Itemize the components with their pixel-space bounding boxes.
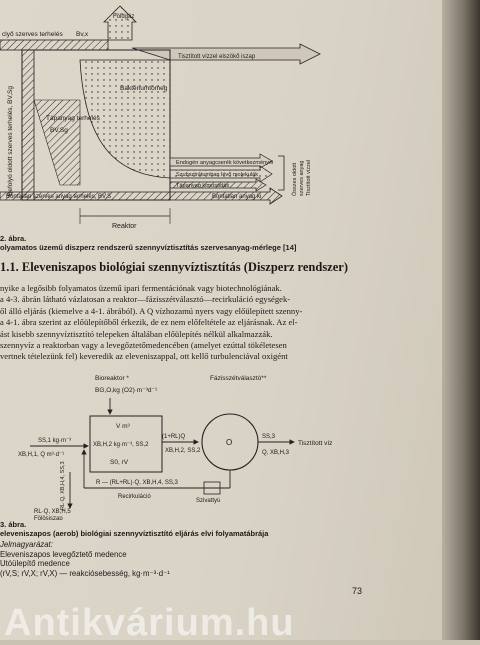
legend-title: Jelmagyarázat:	[0, 540, 53, 549]
paragraph-line: ől álló eljárás (kiemelve a 4-1. ábrából). A Q vízhozamú nyers vagy előülepített szenny-	[0, 305, 303, 316]
fig1-caption-text: olyamatos üzemű diszperz rendszerű szennyvíztisztítás szervesanyag-mérlege [14]	[0, 243, 297, 252]
label-recirc-eq: R — (RL+RL)·Q, XB,H,4, SS,3	[96, 480, 178, 486]
label-right-vertical-2: szerves anyag	[299, 160, 305, 196]
paragraph-line: a 4-1. ábra szerint az előülepítőből érkezik, de ez nem előfeltétele az eljárásnak. Az el-	[0, 317, 298, 328]
label-clarifier: O	[226, 438, 233, 447]
paragraph-line: a 4-3. ábrán látható vázlatosan a reaktor—fázisszétválasztó—recirkuláció egységek-	[0, 294, 291, 305]
fig2-caption-text: eleveniszapos (aerob) biológiai szennyvíztisztító eljárás elvi folyamatábrája	[0, 529, 269, 538]
paragraph-line: vertnek tételezünk fel) keveredik az eleveniszappal, ott kellő turbulenciával oxigént	[0, 351, 288, 362]
label-top-inflow: clyő szerves terhelés	[2, 31, 63, 38]
label-right-vertical-3: Tisztított vízzel	[306, 159, 312, 196]
label-out-flow: Q, XB,H,3	[262, 450, 290, 456]
section-heading: 1.1. Eleveniszapos biológiai szennyvíztisztítás (Diszperz rendszer)	[0, 260, 348, 274]
label-fazis: Fázisszétválasztó**	[210, 375, 267, 382]
substrate-band	[22, 50, 34, 200]
label-tapanyag: Tápanyag terhelés	[46, 115, 100, 122]
label-mid-flow: (1+RL)Q	[162, 434, 186, 440]
label-bontatlan-in: Bontatlan szerves anyag terhelés, BV,S	[6, 194, 112, 200]
watermark: Antikvárium.hu	[4, 602, 295, 644]
label-left-axis: Befolyó oldott szerves terhelés, BV,Sg	[7, 86, 14, 196]
nutrient-block	[34, 100, 80, 185]
label-pump: Szivattyú	[196, 498, 221, 504]
label-tapanyag-sym: BV,Sg	[50, 127, 68, 134]
legend-item: Eleveniszapos levegőztető medence	[0, 549, 127, 559]
label-bioreaktor: Bioreaktor *	[95, 375, 129, 382]
body-paragraph	[0, 283, 302, 363]
label-in-conc: SS,1 kg·m⁻³	[38, 438, 72, 444]
label-right-vertical-1: Összes oldott	[292, 162, 298, 196]
gas-arrow	[104, 6, 136, 40]
fig2-caption-number: 3. ábra.	[0, 520, 27, 529]
label-vol: V m³	[116, 423, 130, 430]
label-box-x: XB,H,2 kg·m⁻³, SS,2	[93, 442, 149, 448]
label-recirc: Recirkuláció	[118, 494, 151, 500]
label-waste: Fölösiszap	[34, 516, 63, 520]
legend-item: Utóülepítő medence	[0, 559, 70, 569]
label-out: Tisztított víz	[298, 440, 333, 447]
label-waste-sym: RL·Q, XB,H,5	[34, 509, 71, 515]
fig2-legend	[0, 540, 170, 578]
inflow-top-band	[0, 40, 108, 50]
right-bracket	[278, 156, 284, 190]
label-szubsztrat: Szubsztrátumban lévő molekulák	[176, 172, 259, 178]
label-tisztitott: Tisztított vízzel elszökő iszap	[178, 54, 256, 60]
label-mid-flow2: XB,H,2, SS,2	[165, 448, 201, 454]
label-in-flow: XB,H,1, Q m³·d⁻¹	[18, 452, 65, 458]
label-box-s: S0, rV	[110, 459, 129, 466]
legend-item: (rV,S; rV,X; rV,X) — reakciósebesség, kg·m⁻³·d⁻¹	[0, 568, 170, 578]
paragraph-line: ást kisebb szennyvíztisztító telepeken általában előülepítés nélkül alkalmazzák.	[0, 328, 273, 339]
paragraph-line: nyike a legősibb folyamatos üzemű ipari fermentációnak vagy biotechnológiának.	[0, 283, 282, 293]
label-bontatlan-out: Bontatlan anyag ki	[212, 194, 262, 200]
label-reaktor: Reaktor	[112, 223, 137, 230]
label-bioreaktor-rate: BG,O,kg (O2)·m⁻³d⁻¹	[95, 387, 158, 394]
label-waste-vert: RL·Q, XB,H,4, SS,3	[60, 461, 66, 510]
paragraph-line: szennyvíz a reaktorban vagy a levegőztetőmedencében (amelyet ezúttal tökéletesen	[0, 340, 287, 351]
page-number: 73	[352, 586, 363, 596]
label-endogen: Endogén anyagcserék következményei	[176, 160, 274, 166]
label-bakterium: Baktériumtömeg	[120, 85, 168, 92]
label-out-conc: SS,3	[262, 434, 276, 440]
label-top-flow: Bv,x	[76, 31, 89, 38]
figure-mass-balance	[0, 0, 448, 262]
fig1-caption-number: 2. ábra.	[0, 234, 27, 243]
label-foldgaz: Földgáz	[113, 14, 135, 20]
label-tapanyag-kimosodas: Tápanyag kimosódás	[176, 183, 230, 189]
figure-flow-diagram	[0, 370, 448, 520]
